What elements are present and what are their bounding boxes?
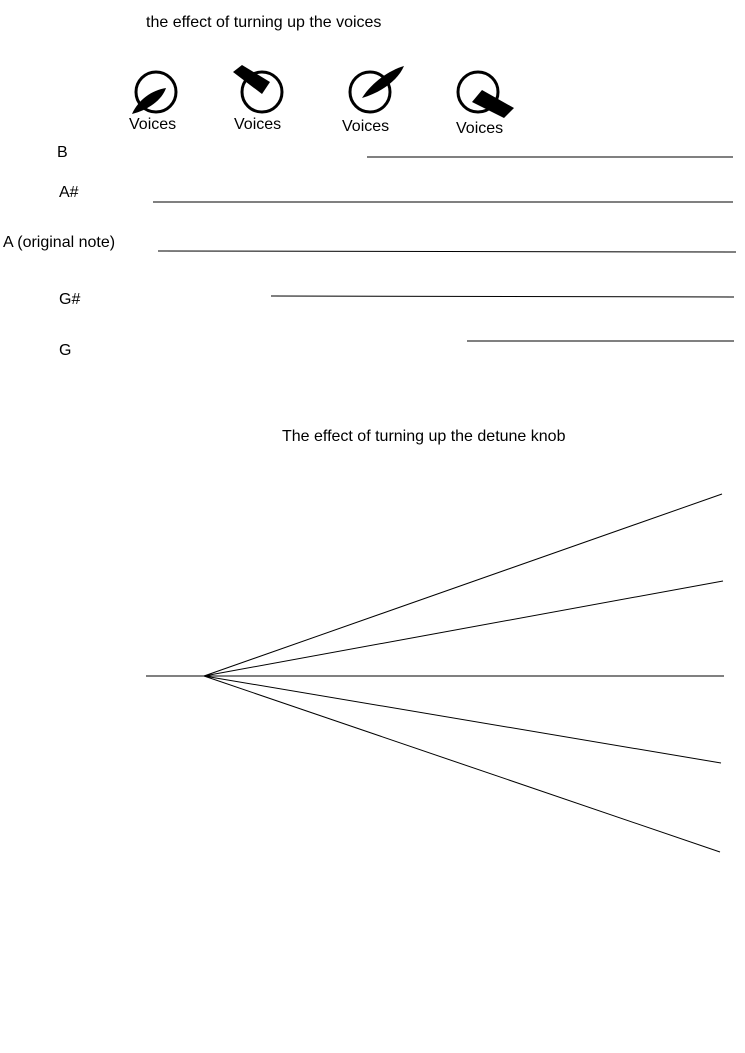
note-label-g: G — [59, 342, 72, 359]
note-label-a-sharp: A# — [59, 184, 79, 201]
voices-title: the effect of turning up the voices — [146, 14, 382, 31]
note-label-a-original: A (original note) — [3, 234, 116, 251]
detune-spread-line-upper — [204, 581, 723, 676]
detune-spread-line-lower — [204, 676, 721, 763]
detune-title: The effect of turning up the detune knob — [282, 428, 566, 445]
note-label-b: B — [57, 144, 68, 161]
voices-knob-4-label: Voices — [456, 120, 504, 137]
detune-spread-line-top — [204, 494, 722, 676]
voices-knob-2-label: Voices — [234, 116, 282, 133]
voices-knob-1-label: Voices — [129, 116, 177, 133]
voices-knob-3-label: Voices — [342, 118, 390, 135]
detune-spread-line-bottom — [204, 676, 720, 852]
note-label-g-sharp: G# — [59, 291, 81, 308]
